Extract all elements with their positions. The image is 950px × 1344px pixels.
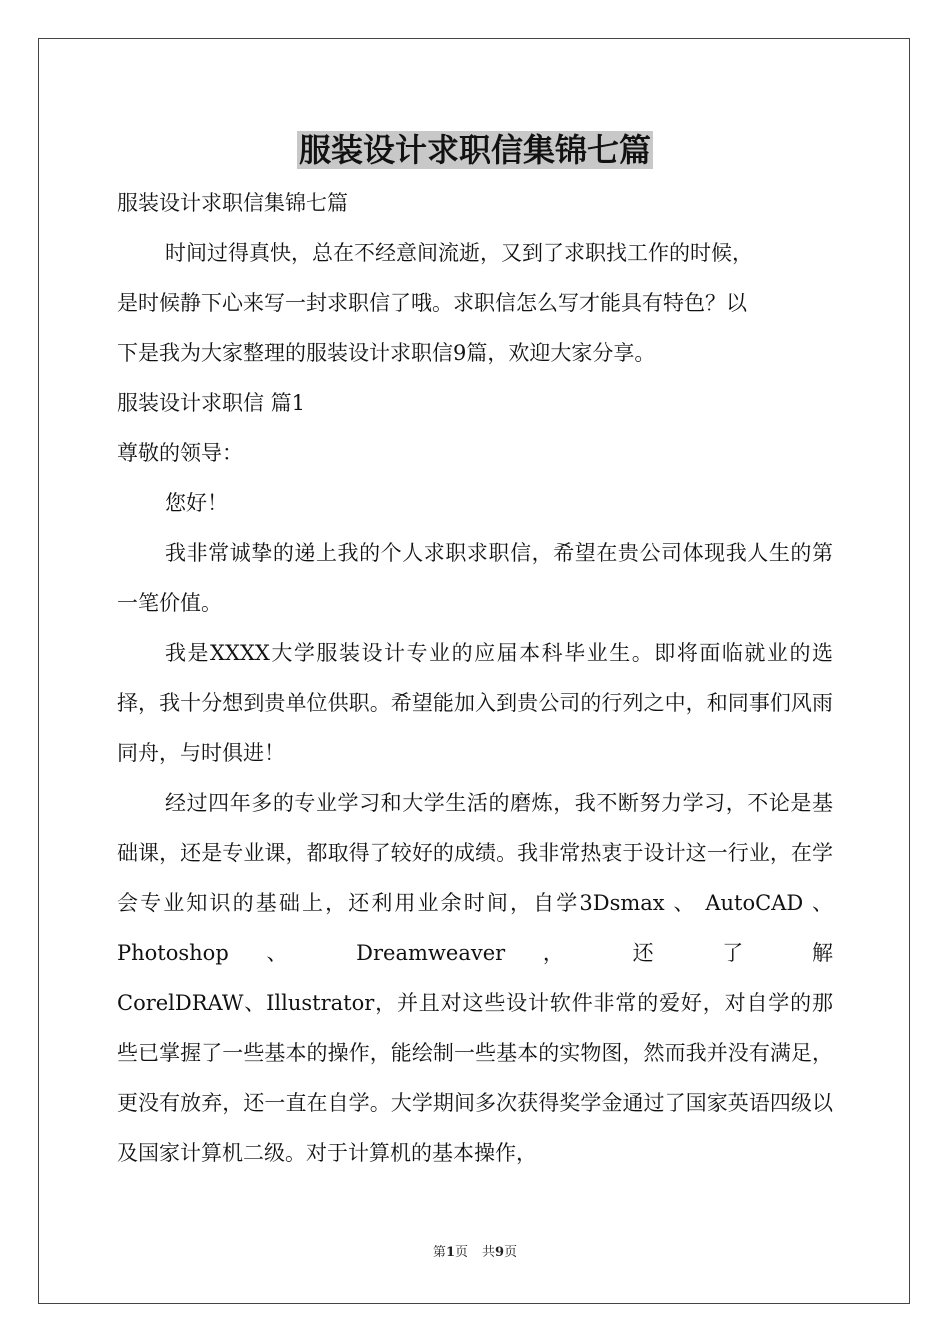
document-subtitle: 服装设计求职信集锦七篇 bbox=[117, 191, 348, 215]
paragraph-3-part-1: 经过四年多的专业学习和大学生活的磨炼，我不断努力学习，不论是基础课，还是专业课，都取得了较好的成绩。我非常热衷于设计这一行业，在学会专业知识的基础上，还利用业余时间，自学3Dsmax 、 AutoCAD 、 Photoshop 、 Dreamweaver ， 还 了 解 bbox=[117, 791, 833, 965]
footer-current-page: 1 bbox=[445, 1245, 455, 1260]
footer-page-prefix: 第 bbox=[432, 1245, 446, 1260]
salutation: 尊敬的领导： bbox=[117, 441, 243, 465]
section-heading: 服装设计求职信 篇1 bbox=[117, 391, 306, 415]
intro-line-3: 下是我为大家整理的服装设计求职信9篇，欢迎大家分享。 bbox=[117, 341, 656, 365]
paragraph-3-part-2: CorelDRAW、Illustrator，并且对这些设计软件非常的爱好，对自学的那些已掌握了一些基本的操作，能绘制一些基本的实物图，然而我并没有满足，更没有放弃，还一直在自学。大学期间多次获得奖学金通过了国家英语四级以及国家计算机二级。对于计算机的基本操作， bbox=[117, 991, 833, 1165]
document-title bbox=[0, 128, 950, 172]
paragraph-1: 我非常诚挚的递上我的个人求职求职信，希望在贵公司体现我人生的第一笔价值。 bbox=[117, 541, 833, 615]
intro-line-1: 时间过得真快，总在不经意间流逝，又到了求职找工作的时候， bbox=[165, 241, 753, 265]
intro-line-2: 是时候静下心来写一封求职信了哦。求职信怎么写才能具有特色？以 bbox=[117, 291, 747, 315]
footer-page-unit: 页 bbox=[454, 1245, 468, 1260]
document-title-text: 服装设计求职信集锦七篇 bbox=[298, 131, 651, 169]
greeting: 您好！ bbox=[165, 491, 228, 515]
footer-total-pages: 9 bbox=[495, 1245, 505, 1260]
document-body bbox=[117, 178, 833, 1178]
paragraph-2: 我是XXXX大学服装设计专业的应届本科毕业生。即将面临就业的选择，我十分想到贵单位供职。希望能加入到贵公司的行列之中，和同事们风雨同舟，与时俱进！ bbox=[117, 641, 833, 765]
footer-total-unit: 页 bbox=[504, 1245, 518, 1260]
page-footer bbox=[0, 1244, 950, 1262]
footer-total-prefix: 共 bbox=[482, 1245, 496, 1260]
